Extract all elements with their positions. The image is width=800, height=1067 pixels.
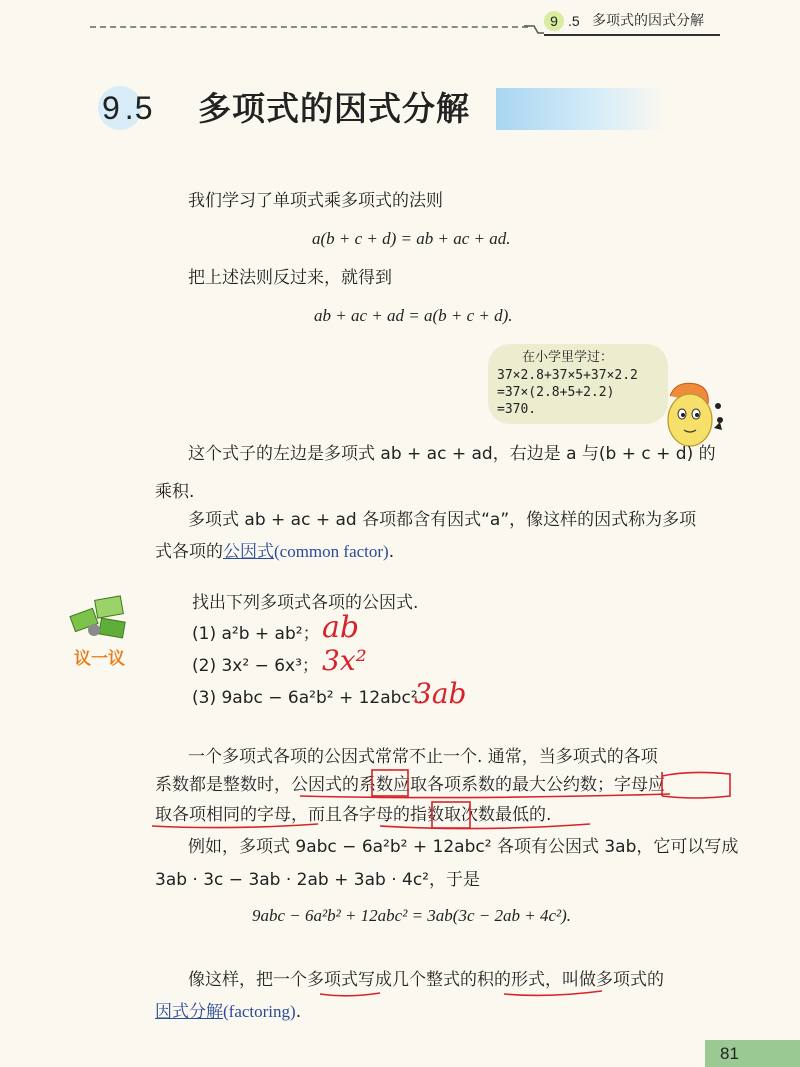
callout-line-2: =37×(2.8+5+2.2) xyxy=(497,385,615,400)
discuss-item-3: (3) 9abc − 6a²b² + 12abc². xyxy=(192,688,424,708)
callout-title: 在小学里学过： xyxy=(522,350,614,365)
para1-line-2: 乘积. xyxy=(155,482,195,502)
para5-line-2: 因式分解(factoring). xyxy=(155,1002,302,1022)
header-section-number: .5 xyxy=(568,13,580,29)
discuss-prompt: 找出下列多项式各项的公因式. xyxy=(192,593,419,613)
header-chapter-circle: 9 xyxy=(544,11,564,31)
discuss-item-2: (2) 3x² − 6x³； xyxy=(192,656,319,676)
intro-line-1: 我们学习了单项式乘多项式的法则 xyxy=(188,191,443,211)
term-common-factor: 公因式 xyxy=(223,542,274,562)
section-title-band xyxy=(496,88,666,130)
header-underline xyxy=(544,34,720,36)
header-title: 多项式的因式分解 xyxy=(592,13,704,29)
section-title: 多项式的因式分解 xyxy=(198,89,470,128)
para2-line-1: 多项式 ab + ac + ad 各项都含有因式“a”，像这样的因式称为多项 xyxy=(188,510,697,530)
para4-line-2: 3ab · 3c − 3ab · 2ab + 3ab · 4c²，于是 xyxy=(155,870,480,890)
discuss-item-1: (1) a²b + ab²； xyxy=(192,624,320,644)
para3-line-1: 一个多项式各项的公因式常常不止一个. 通常，当多项式的各项 xyxy=(188,747,658,767)
equation-2: ab + ac + ad = a(b + c + d). xyxy=(314,306,513,325)
para3-line-3: 取各项相同的字母，而且各字母的指数取次数最低的. xyxy=(155,805,552,825)
callout-line-1: 37×2.8+37×5+37×2.2 xyxy=(497,368,638,383)
discuss-icon xyxy=(66,592,136,644)
header-dashed-rule xyxy=(90,26,528,28)
para5-line-1: 像这样，把一个多项式写成几个整式的积的形式，叫做多项式的 xyxy=(188,970,664,990)
para3-line-2: 系数都是整数时，公因式的系数应取各项系数的最大公约数；字母应 xyxy=(155,775,665,795)
header-rule-kink xyxy=(524,18,544,34)
para4-line-1: 例如，多项式 9abc − 6a²b² + 12abc² 各项有公因式 3ab，它可以写成 xyxy=(188,837,739,857)
term-factoring-en: (factoring) xyxy=(223,1002,296,1021)
handwritten-answer-3: 3ab xyxy=(414,677,467,710)
callout-line-3: =370. xyxy=(497,402,537,417)
term-factoring: 因式分解 xyxy=(155,1002,223,1022)
para2-line-2: 式各项的公因式(common factor). xyxy=(155,542,395,562)
equation-1: a(b + c + d) = ab + ac + ad. xyxy=(312,229,511,248)
intro-line-2: 把上述法则反过来，就得到 xyxy=(188,268,392,288)
term-common-factor-en: (common factor) xyxy=(274,542,389,561)
equation-3: 9abc − 6a²b² + 12abc² = 3ab(3c − 2ab + 4c²). xyxy=(252,906,571,925)
section-number: 9 .5 xyxy=(102,90,154,126)
handwritten-underline-para5 xyxy=(318,986,608,1000)
para1-line-1: 这个式子的左边是多项式 ab + ac + ad，右边是 a 与(b + c + d) 的 xyxy=(188,444,716,464)
handwritten-answer-2: 3x² xyxy=(322,644,367,677)
page-number: 81 xyxy=(720,1044,739,1063)
handwritten-answer-1: ab xyxy=(322,610,360,645)
discuss-label: 议一议 xyxy=(74,649,125,669)
handwritten-markup xyxy=(150,766,740,836)
